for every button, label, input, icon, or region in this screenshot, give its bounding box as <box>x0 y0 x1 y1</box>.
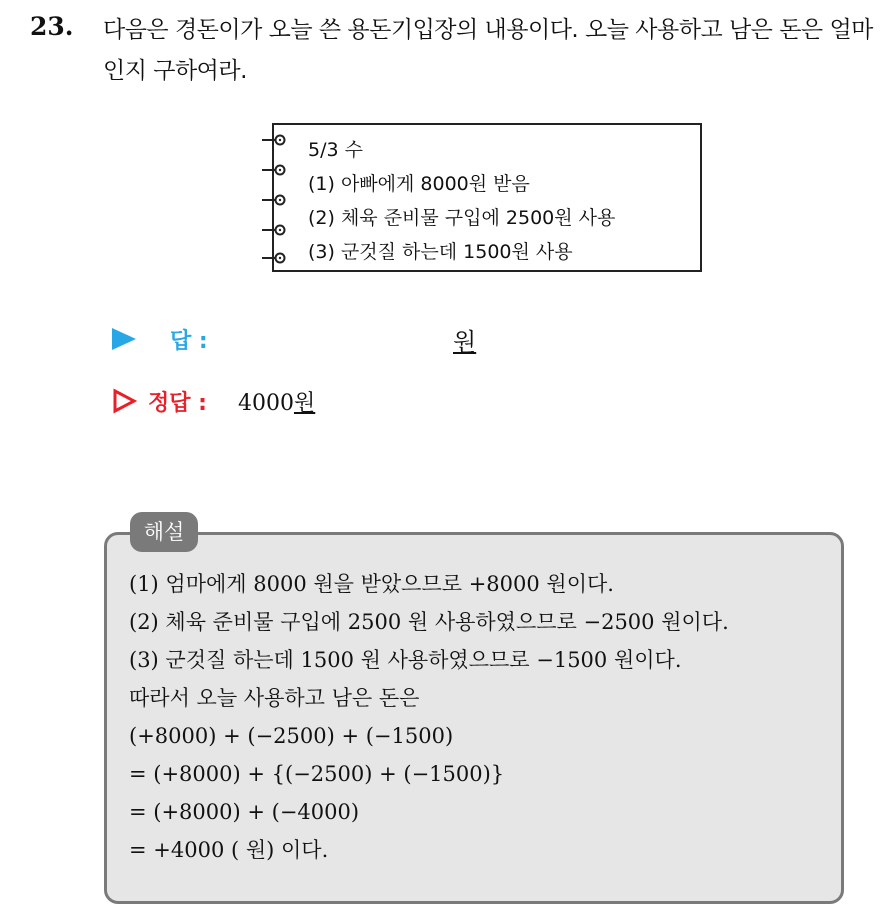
notebook-entry: (2) 체육 준비물 구입에 2500원 사용 <box>308 207 616 229</box>
answer-row <box>112 322 532 356</box>
notebook-entry: (3) 군것질 하는데 1500원 사용 <box>308 241 573 263</box>
explanation-line: 따라서 오늘 사용하고 남은 돈은 <box>129 686 420 710</box>
answer-label: 답 : <box>170 329 208 354</box>
question-number: 23. <box>30 12 74 41</box>
spiral-ring-icon <box>260 223 288 237</box>
notebook-entries <box>308 133 615 269</box>
explanation-line: (3) 군것질 하는데 1500 원 사용하였으므로 −1500 원이다. <box>129 648 682 672</box>
question-text: 다음은 경돈이가 오늘 쓴 용돈기입장의 내용이다. 오늘 사용하고 남은 돈은 얼마인지 구하여라. <box>103 17 873 84</box>
explanation-line: (+8000) + (−2500) + (−1500) <box>129 724 454 748</box>
correct-answer-label: 정답 : <box>148 391 207 416</box>
explanation-line: (1) 엄마에게 8000 원을 받았으므로 +8000 원이다. <box>129 572 614 596</box>
correct-answer-unit: 원 <box>294 391 316 416</box>
explanation-line: = (+8000) + (−4000) <box>129 800 360 824</box>
correct-answer-row <box>112 384 532 420</box>
allowance-notebook <box>272 123 702 272</box>
correct-answer-value <box>238 386 315 417</box>
explanation-line: = +4000 ( 원) 이다. <box>129 838 329 862</box>
spiral-ring-icon <box>260 193 288 207</box>
notebook-date: 5/3 수 <box>308 139 363 161</box>
explanation-line: = (+8000) + {(−2500) + (−1500)} <box>129 762 505 786</box>
notebook-entry: (1) 아빠에게 8000원 받음 <box>308 173 530 195</box>
explanation-body <box>129 565 729 869</box>
spiral-ring-icon <box>260 163 288 177</box>
correct-answer-number: 4000 <box>238 391 294 416</box>
explanation-tab: 해설 <box>130 512 198 552</box>
triangle-right-outline-icon <box>112 388 138 414</box>
explanation-box <box>104 532 844 904</box>
explanation-line: (2) 체육 준비물 구입에 2500 원 사용하였으므로 −2500 원이다. <box>129 610 729 634</box>
spiral-ring-icon <box>260 251 288 265</box>
spiral-ring-icon <box>260 133 288 147</box>
answer-unit: 원 <box>453 328 477 356</box>
triangle-right-filled-icon <box>112 328 136 350</box>
